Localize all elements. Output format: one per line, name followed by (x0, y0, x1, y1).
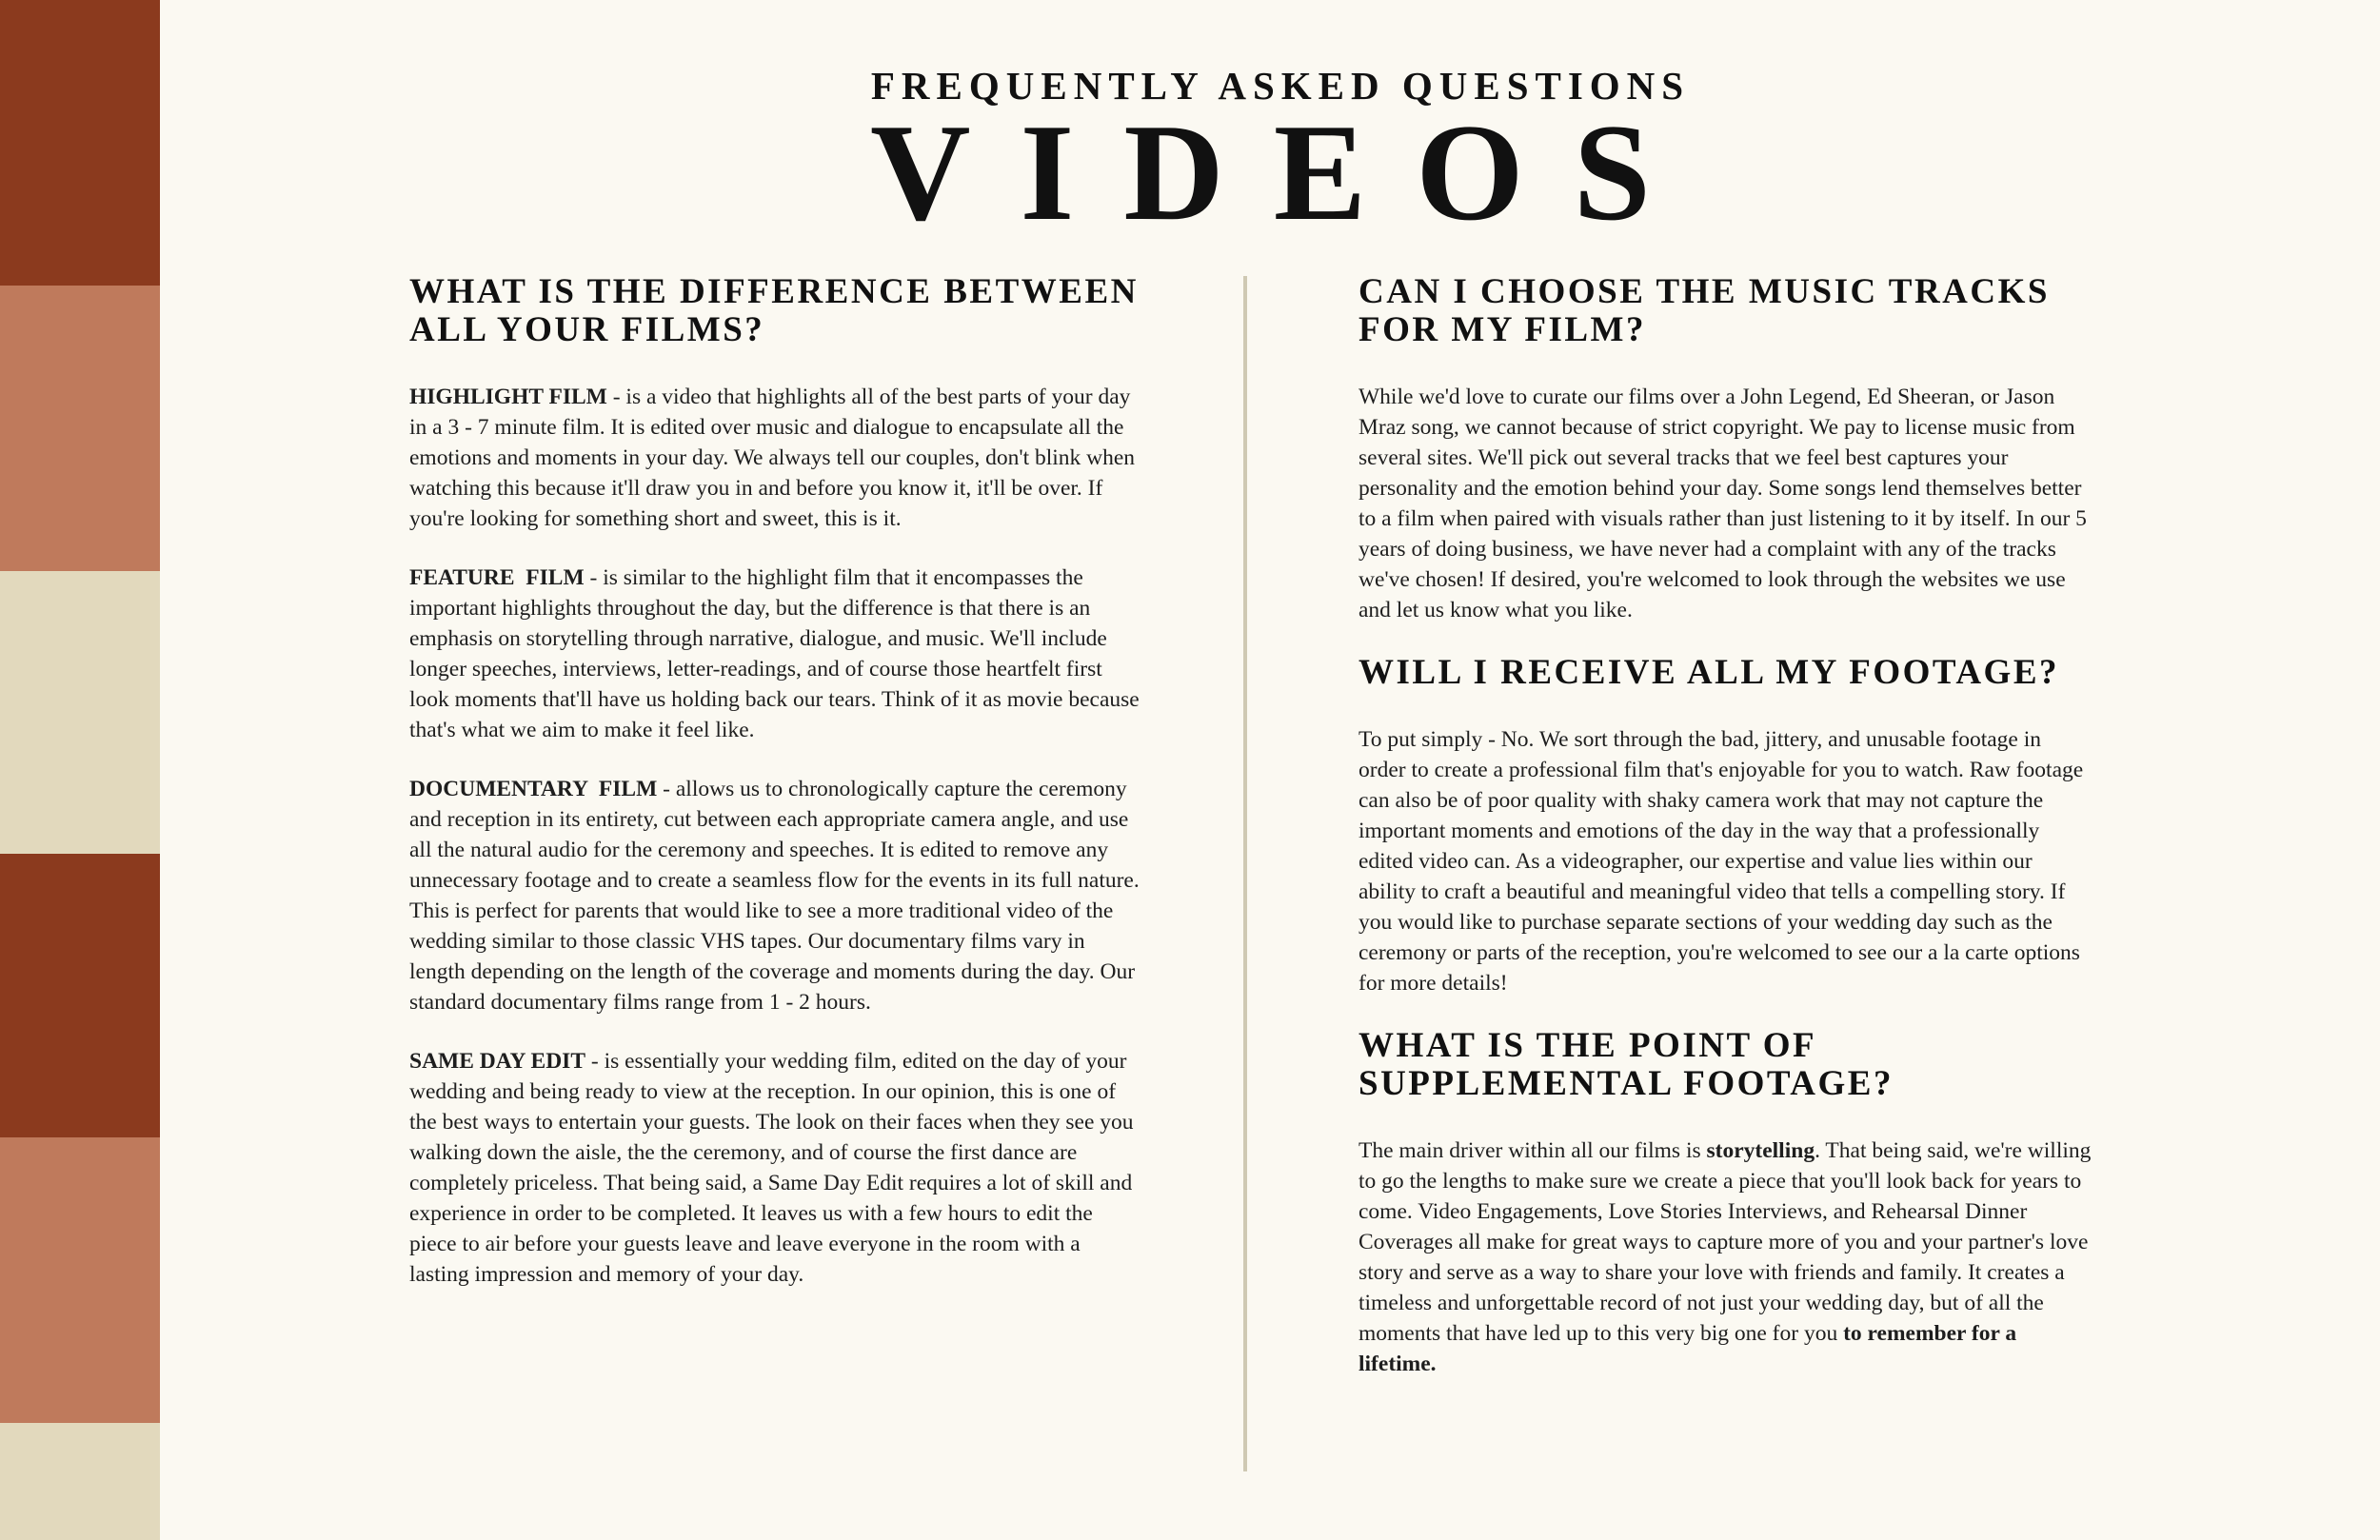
faq-answer-feature-film (409, 563, 1142, 745)
sidebar-stripe (0, 286, 160, 571)
sidebar-stripe (0, 1423, 160, 1540)
answer-text: - is essentially your wedding film, edited on the day of your wedding and being ready to view at the reception. In our opinion, this is one of the best ways to entertain your guests. The look on their faces when they see you walking down the aisle, the the ceremony, and of course the first dance are completely priceless. That being said, a Same Day Edit requires a lot of skill and experience in order to be completed. It leaves us with a few hours to edit the piece to air before your guests leave and leave everyone in the room with a lasting impression and memory of your day. (409, 1049, 1134, 1287)
page-subtitle: FREQUENTLY ASKED QUESTIONS (870, 64, 1691, 108)
answer-text: - allows us to chronologically capture the ceremony and reception in its entirety, cut between each appropriate camera angle, and use all the natural audio for the ceremony and speeches. It is edited to remove any unnecessary footage and to create a seamless flow for the events in its full nature. This is perfect for parents that would like to see a more traditional video of the wedding similar to those classic VHS tapes. Our documentary films vary in length depending on the length of the coverage and moments during the day. Our standard documentary films range from 1 - 2 hours. (409, 777, 1140, 1015)
sidebar-stripe (0, 854, 160, 1137)
answer-term: FEATURE FILM (409, 565, 585, 590)
faq-answer-same-day-edit (409, 1046, 1142, 1290)
faq-question-footage: WILL I RECEIVE ALL MY FOOTAGE? (1359, 653, 2059, 692)
faq-answer-footage: To put simply - No. We sort through the bad, jittery, and unusable footage in order to create a professional film that's enjoyable for you to watch. Raw footage can also be of poor quality with shaky camera work that may not capture the important moments and emotions of the day in the way that a professionally edited video can. As a videographer, our expertise and value lies within our ability to craft a beautiful and meaningful video that tells a compelling story. If you would like to purchase separate sections of your wedding day such as the ceremony or parts of the reception, you're welcomed to see our a la carte options for more details! (1359, 727, 2084, 996)
answer-term: DOCUMENTARY FILM (409, 777, 658, 801)
answer-text: - is similar to the highlight film that it encompasses the important highlights throughout the day, but the difference is that there is an emphasis on storytelling through narrative, dialogue, and music. We'll include longer speeches, interviews, letter-readings, and of course those heartfelt first look moments that'll have us holding back our tears. Think of it as movie because that's what we aim to make it feel like. (409, 565, 1140, 742)
answer-term: SAME DAY EDIT (409, 1049, 585, 1074)
sidebar-stripe (0, 571, 160, 854)
faq-answer-music: While we'd love to curate our films over a John Legend, Ed Sheeran, or Jason Mraz song, we cannot because of strict copyright. We pay to license music from several sites. We'll pick out several tracks that we feel best captures your personality and the emotion behind your day. Some songs lend themselves better to a film when paired with visuals rather than just listening to it by itself. In our 5 years of doing business, we have never had a complaint with any of the tracks we've chosen! If desired, you're welcomed to look through the websites we use and let us know what you like. (1359, 385, 2087, 622)
left-column (409, 273, 1142, 1318)
sidebar-stripe (0, 1137, 160, 1423)
page-title: VIDEOS (870, 95, 1700, 249)
faq-question-supplemental: WHAT IS THE POINT OF SUPPLEMENTAL FOOTAGE? (1359, 1026, 1894, 1103)
column-divider (1243, 276, 1247, 1471)
faq-answer-documentary-film (409, 774, 1142, 1017)
answer-emphasis: to remember for a lifetime. (1359, 1321, 2017, 1376)
faq-answer-highlight-film (409, 382, 1142, 534)
faq-answer-supplemental (1359, 1135, 2092, 1379)
faq-question: WHAT IS THE DIFFERENCE BETWEEN ALL YOUR FILMS? (409, 272, 1139, 349)
answer-emphasis: storytelling (1706, 1138, 1815, 1163)
answer-text: - is a video that highlights all of the best parts of your day in a 3 - 7 minute film. It is edited over music and dialogue to encapsulate all the emotions and moments in your day. We always tell our couples, don't blink when watching this because it'll draw you in and before you know it, it'll be over. If you're looking for something short and sweet, this is it. (409, 385, 1136, 531)
answer-text: The main driver within all our films is (1359, 1138, 1707, 1163)
answer-text: . That being said, we're willing to go the lengths to make sure we create a piece that you'll look back for years to come. Video Engagements, Love Stories Interviews, and Rehearsal Dinner Coverages all make for great ways to capture more of you and your partner's love story and serve as a way to share your love with friends and family. It creates a timeless and unforgettable record of not just your wedding day, but of all the moments that have led up to this very big one for you (1359, 1138, 2092, 1346)
faq-question-music: CAN I CHOOSE THE MUSIC TRACKS FOR MY FILM? (1359, 272, 2050, 349)
right-column (1359, 273, 2092, 1408)
answer-term: HIGHLIGHT FILM (409, 385, 607, 409)
